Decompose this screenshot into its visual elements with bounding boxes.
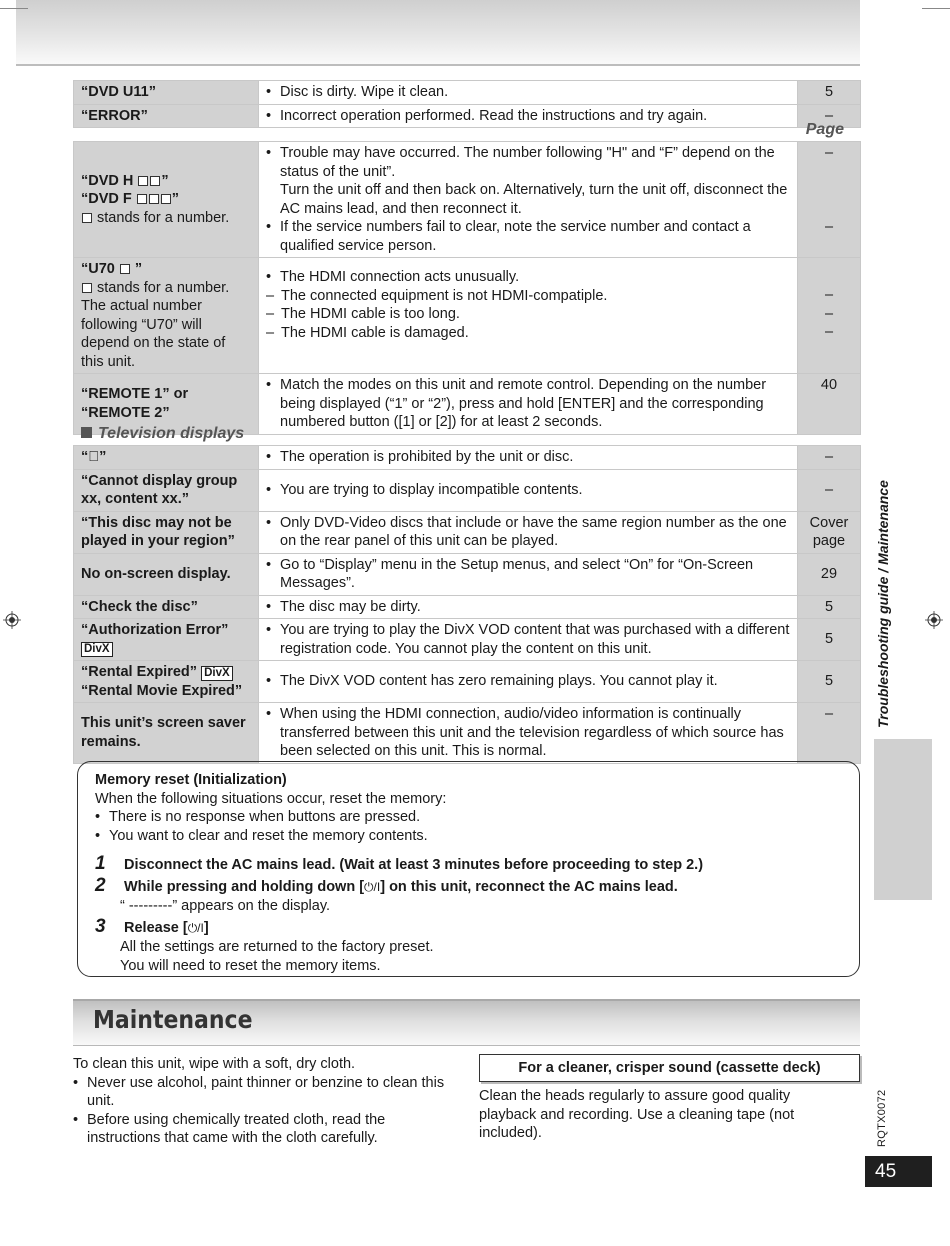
reset-step: 3 Release [⏻/I] All the settings are returned to the factory preset. You will need to reset the memory items.	[95, 916, 434, 974]
maintenance-title: Maintenance	[93, 1005, 253, 1034]
document-code: RQTX0072	[876, 1089, 888, 1147]
page-ref: 5	[798, 661, 861, 703]
table-row	[74, 446, 861, 470]
page-ref: –	[824, 305, 834, 322]
solution-text: • When using the HDMI connection, audio/video information is continually transferred between this unit and the television regardless of which source has been selected on this unit. This is normal.	[266, 705, 790, 761]
divx-badge: DivX	[201, 666, 233, 681]
error-table-top	[73, 80, 861, 128]
indication-cell: “ERROR”	[74, 104, 259, 128]
table-row	[74, 258, 861, 374]
solution-text: • Only DVD-Video discs that include or have the same region number as the one on the rear panel of this unit can be played.	[266, 514, 790, 551]
square-bullet-icon	[81, 427, 92, 438]
crop-mark	[0, 8, 28, 9]
solution-text: • You are trying to display incompatible contents.	[266, 481, 790, 500]
digit-box-icon	[138, 176, 148, 186]
solution-text: • You are trying to play the DivX VOD content that was purchased with a different registration code. You cannot play the content on this unit.	[266, 621, 790, 658]
solution-text: • The disc may be dirty.	[266, 598, 790, 617]
cassette-tip-heading: For a cleaner, crisper sound (cassette deck)	[479, 1054, 860, 1082]
indication-cell: “Check the disc”	[74, 595, 259, 619]
indication-cell: “REMOTE 1” or “REMOTE 2”	[74, 374, 259, 435]
digit-box-icon	[82, 283, 92, 293]
page-ref: 5	[798, 81, 861, 105]
side-tab-block	[874, 739, 932, 900]
solution-text: – The connected equipment is not HDMI-compatiple.	[266, 287, 790, 306]
table-row	[74, 595, 861, 619]
list-item: • Never use alcohol, paint thinner or benzine to clean this unit.	[73, 1074, 448, 1111]
list-item: • You want to clear and reset the memory contents.	[95, 827, 842, 846]
table-row	[74, 81, 861, 105]
reset-step: 1 Disconnect the AC mains lead. (Wait at least 3 minutes before proceeding to step 2.)	[95, 853, 704, 874]
indication-cell: “Rental Expired” DivX “Rental Movie Expired”	[74, 661, 259, 703]
page-ref: 40	[798, 374, 861, 435]
table-row	[74, 661, 861, 703]
page-ref: –	[798, 104, 861, 128]
solution-text: • Disc is dirty. Wipe it clean.	[266, 83, 790, 102]
solution-text: • The HDMI connection acts unusually.	[266, 268, 790, 287]
power-standby-icon: ⏻/I	[187, 921, 204, 935]
indication-cell: “This disc may not be played in your region”	[74, 511, 259, 553]
step-number: 1	[95, 853, 106, 874]
digit-box-icon	[149, 194, 159, 204]
maintenance-header-band	[73, 999, 860, 1046]
solution-text: • Incorrect operation performed. Read the instructions and try again.	[266, 107, 790, 126]
memory-reset-title: Memory reset (Initialization)	[95, 772, 287, 788]
indication-cell: “Cannot display group xx, content xx.”	[74, 469, 259, 511]
page-ref: –	[824, 145, 834, 161]
indication-cell: This unit’s screen saver remains.	[74, 703, 259, 764]
divx-badge: DivX	[81, 642, 113, 657]
indication-cell: “DVD U11”	[74, 81, 259, 105]
page-ref: –	[798, 703, 861, 764]
table-row	[74, 142, 861, 258]
solution-text: • Trouble may have occurred. The number following "H" and “F” depend on the status of the unit”.	[266, 144, 790, 181]
page-ref: 5	[798, 595, 861, 619]
indication-cell: “U70 ” stands for a number. The actual number following “U70” will depend on the state of this unit.	[74, 258, 259, 374]
memory-reset-box	[77, 761, 860, 977]
digit-box-icon	[120, 264, 130, 274]
table-row	[74, 469, 861, 511]
page-ref: Cover page	[798, 511, 861, 553]
page-ref: 5	[798, 619, 861, 661]
digit-box-icon	[150, 176, 160, 186]
table-row	[74, 553, 861, 595]
list-item: • Before using chemically treated cloth, read the instructions that came with the cloth carefully.	[73, 1111, 448, 1148]
table-row	[74, 703, 861, 764]
solution-text: • Match the modes on this unit and remote control. Depending on the number being displayed (“1” or “2”), press and hold [ENTER] and the corresponding numbered button ([1] or [2]) for at least 2 seconds.	[266, 376, 790, 432]
digit-box-icon	[137, 194, 147, 204]
power-standby-icon: ⏻/I	[364, 880, 381, 894]
reset-step: 2 While pressing and holding down [⏻/I] on this unit, reconnect the AC mains lead. “ ---------” appears on the display.	[95, 875, 678, 914]
page-ref: –	[798, 469, 861, 511]
crop-mark	[922, 8, 950, 9]
solution-text: Turn the unit off and then back on. Alternatively, turn the unit off, disconnect the AC mains lead, and then reconnect it.	[280, 182, 788, 217]
page-ref: –	[824, 218, 834, 235]
step-number: 3	[95, 916, 106, 937]
header-gradient-band	[16, 0, 860, 66]
digit-box-icon	[82, 213, 92, 223]
memory-reset-intro: When the following situations occur, reset the memory:	[95, 790, 447, 807]
page-column-label: Page	[805, 121, 844, 138]
error-table-main	[73, 141, 861, 435]
step-number: 2	[95, 875, 106, 896]
indication-cell: No on-screen display.	[74, 553, 259, 595]
indication-cell: “Authorization Error” DivX	[74, 619, 259, 661]
registration-mark-icon	[925, 611, 943, 633]
page-ref: –	[824, 324, 834, 340]
solution-text: – The HDMI cable is damaged.	[266, 324, 790, 343]
solution-text: • If the service numbers fail to clear, note the service number and contact a qualified service person.	[266, 218, 790, 255]
page-ref: –	[824, 287, 834, 303]
list-item: • There is no response when buttons are pressed.	[95, 808, 842, 827]
side-tab-label: Troubleshooting guide / Maintenance	[875, 480, 891, 728]
tv-display-table	[73, 445, 861, 764]
page-ref: –	[798, 446, 861, 470]
table-row	[74, 104, 861, 128]
section-heading: Television displays	[81, 425, 244, 443]
solution-text: – The HDMI cable is too long.	[266, 305, 790, 324]
indication-cell: “DVD H ” “DVD F ” stands for a number.	[74, 142, 259, 258]
registration-mark-icon	[3, 611, 21, 633]
indication-cell: “⃠”	[74, 446, 259, 470]
table-row	[74, 511, 861, 553]
cassette-tip-text: Clean the heads regularly to assure good quality playback and recording. Use a cleaning tape (not included).	[479, 1088, 795, 1141]
maintenance-instructions: To clean this unit, wipe with a soft, dry cloth. • Never use alcohol, paint thinner or benzine to clean this unit. • Before using chemically treated cloth, read the instructions that came with the cloth carefully.	[73, 1055, 448, 1148]
digit-box-icon	[161, 194, 171, 204]
page-ref: 29	[798, 553, 861, 595]
solution-text: • The operation is prohibited by the unit or disc.	[266, 448, 790, 467]
page-number: 45	[865, 1156, 932, 1187]
table-row	[74, 619, 861, 661]
solution-text: • The DivX VOD content has zero remaining plays. You cannot play it.	[266, 672, 790, 691]
solution-text: • Go to “Display” menu in the Setup menus, and select “On” for “On-Screen Messages”.	[266, 556, 790, 593]
